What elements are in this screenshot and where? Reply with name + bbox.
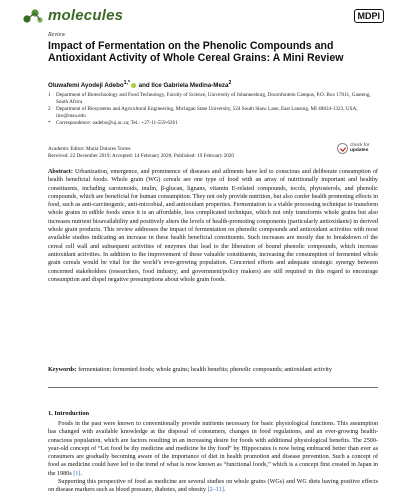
orcid-icon[interactable] (131, 83, 136, 88)
author-name: Ilce Gabriela Medina-Meza (151, 82, 229, 90)
journal-name: molecules (48, 7, 124, 24)
affiliation-row (48, 106, 378, 120)
affiliation-text: Department of Biosystems and Agricultural Engineering, Michigan State University, 524 South Shaw Lane, East Lansing, MI 48824-1323, USA; ilce@msu.edu (56, 106, 358, 119)
paragraph-text: Foods in the past were known to conventionally provide nutrients necessary for basic physiological functions. This assumption has changed with available knowledge at the disposal of consumers, changes in food regulations, and an ever-growing health-conscious population, which are factors resulting in an increasing desire for foods with additional physiological benefits. The 2500-year-old concept of “Let food be thy medicine and medicine be thy food” by Hippocrates is now being embraced better than ever as consumers are gradually becoming aware of the importance of diet in health promotion and disease prevention. Such a concept of food as medicine could have led to the trend of what is now known as “functional foods,” which is a concept first created in Japan in the 1980s (48, 421, 378, 477)
journal-header (22, 6, 384, 26)
check-updates-line1: check for (350, 143, 370, 148)
paragraph-text: . (223, 487, 226, 494)
author-name: Oluwafemi Ayodeji Adebo (48, 82, 124, 90)
author-marks: 1,* (123, 80, 130, 86)
keywords (48, 366, 378, 374)
abstract-text: Urbanization, emergence, and prominence of diseases and ailments have led to conscious and deliberate consumption of health beneficial foods. Whole grain (WG) cereals are one type of food with an array of nutritionally important and healthy constituents, including carotenoids, inulin, β-glucan, lignans, vitamin E-related compounds, tocols, phytosterols, and phenolic compounds, which are beneficial for human consumption. They not only provide nutrition, but also confer health promoting effects in food, such as anti-carcinogenic, anti-microbial, and antioxidant properties. Fermentation is a viable processing technique to transform whole grains in edible foods since it is an affordable, less complicated technique, which not only transforms whole grains but also increases nutrient bioavailability and positively alters the levels of health-promoting components (particularly antioxidants) in derived whole grain products. This review addresses the impact of fermentation on phenolic compounds and antioxidant activities with most available studies indicating an increase in these health beneficial constituents. Such increases are mostly due to breakdown of the cereal cell wall and subsequent activities of enzymes that lead to the liberation of bound phenolic compounds, which increase antioxidant activities. In addition to the improvement of these valuable constituents, increasing the consumption of fermented whole grain cereals would be vital for the world’s ever-growing population. Concerted efforts and adequate strategic synergy between concerned stakeholders (researchers, food industry, and government/policy makers) are still required in this regard to encourage consumption and dispel negative presumptions about whole grain foods. (48, 169, 378, 283)
publication-dates: Received: 22 December 2019; Accepted: 14 February 2020; Published: 19 February 2020 (48, 153, 234, 159)
article-title: Impact of Fermentation on the Phenolic Compounds and Antioxidant Activity of Whole Cereal Grains: A Mini Review (48, 40, 344, 65)
abstract-label: Abstract: (48, 169, 73, 175)
paragraph (48, 420, 378, 478)
academic-editor: Academic Editor: Maria Dolores Torres (48, 146, 131, 152)
paragraph (48, 478, 378, 495)
keywords-label: Keywords: (48, 367, 77, 373)
check-updates-line2: updates (350, 148, 369, 154)
section-divider (48, 387, 378, 388)
author-marks: 2 (228, 80, 232, 86)
author-list (48, 80, 378, 89)
correspondence-text: Correspondence: oadebo@uj.ac.za; Tel.: +27-11-559-6261 (56, 120, 178, 126)
section-heading: 1. Introduction (48, 410, 90, 417)
molecules-logo-icon (22, 8, 44, 24)
affiliation-row (48, 92, 378, 106)
introduction-body (48, 420, 378, 495)
affiliation-mark: 1 (48, 92, 51, 98)
affiliations (48, 92, 378, 127)
affiliation-mark: 2 (48, 106, 51, 112)
article-type: Review (48, 32, 66, 38)
citation-link[interactable]: [1] (73, 470, 81, 477)
affiliation-text: Department of Biotechnology and Food Technology, Faculty of Science, University of Johannesburg, Doornfontein Campus, P.O. Box 17011, Gauteng, South Africa (56, 92, 371, 105)
check-updates-label (350, 143, 369, 154)
affiliation-mark: * (48, 120, 51, 126)
abstract (48, 168, 378, 284)
paragraph-text: . (80, 470, 82, 477)
keywords-text: fermentation; fermented foods; whole grains; health benefits; phenolic compounds; antioxidant activity (78, 367, 332, 373)
article-meta (48, 146, 338, 160)
author-joiner: and (136, 82, 152, 90)
publisher-logo: MDPI (354, 9, 385, 23)
correspondence-row (48, 120, 378, 127)
check-for-updates-badge[interactable] (337, 141, 377, 157)
check-updates-icon (337, 143, 348, 154)
citation-link[interactable]: [2–11] (207, 487, 224, 494)
paragraph-text: Supporting this perspective of food as medicine are several studies on whole grains (WGs) and WG diets having positive effects on disease markers such as blood pressure, diabetes, and obesity (48, 479, 378, 494)
